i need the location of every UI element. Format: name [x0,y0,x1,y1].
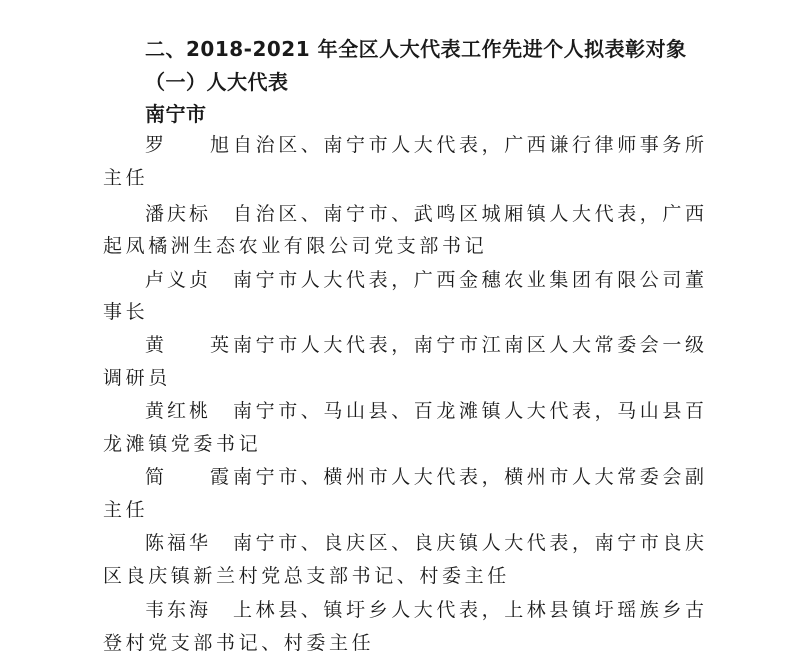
entry-line-1 [145,265,725,292]
entry-description: 南宁市、马山县、百龙滩镇人大代表，马山县百 [233,400,708,422]
entry-line-1 [145,595,725,622]
entry-line-1 [145,462,725,489]
entry-description: 南宁市人大代表，南宁市江南区人大常委会一级 [233,334,708,356]
entry-name: 陈福华 [145,532,212,554]
entry-name: 黄 英 [145,334,250,356]
entry-name: 简 霞 [145,466,250,488]
entry-description: 南宁市、横州市人大代表，横州市人大常委会副 [233,466,708,488]
entry-line-2: 登村党支部书记、村委主任 [103,632,375,654]
entry-name: 黄红桃 [145,400,212,422]
entry-description: 南宁市、良庆区、良庆镇人大代表，南宁市良庆 [233,532,708,554]
entry-description: 南宁市人大代表，广西金穗农业集团有限公司董 [233,269,708,291]
entry-line-2: 事长 [103,301,149,323]
section-title: 二、2018-2021 年全区人大代表工作先进个人拟表彰对象 [145,37,687,61]
entry-line-1 [145,396,725,423]
entry-line-2: 起凤橘洲生态农业有限公司党支部书记 [103,235,488,257]
entry-line-1 [145,528,725,555]
entry-name: 罗 旭 [145,134,250,156]
entry-line-1 [145,199,725,226]
subsection-title: （一）人大代表 [145,70,289,94]
entry-name: 卢义贞 [145,269,212,291]
entry-description: 自治区、南宁市、武鸣区城厢镇人大代表，广西 [233,203,708,225]
entry-name: 潘庆标 [145,203,212,225]
entry-line-2: 主任 [103,167,149,189]
entry-line-2: 调研员 [103,367,171,389]
entry-line-2: 龙滩镇党委书记 [103,433,262,455]
entry-description: 上林县、镇圩乡人大代表，上林县镇圩瑶族乡古 [233,599,708,621]
entry-line-2: 区良庆镇新兰村党总支部书记、村委主任 [103,565,510,587]
entry-line-1 [145,130,725,157]
entry-line-1 [145,330,725,357]
city-heading: 南宁市 [145,102,207,126]
entry-description: 自治区、南宁市人大代表，广西谦行律师事务所 [233,134,708,156]
entry-name: 韦东海 [145,599,212,621]
entry-line-2: 主任 [103,499,149,521]
